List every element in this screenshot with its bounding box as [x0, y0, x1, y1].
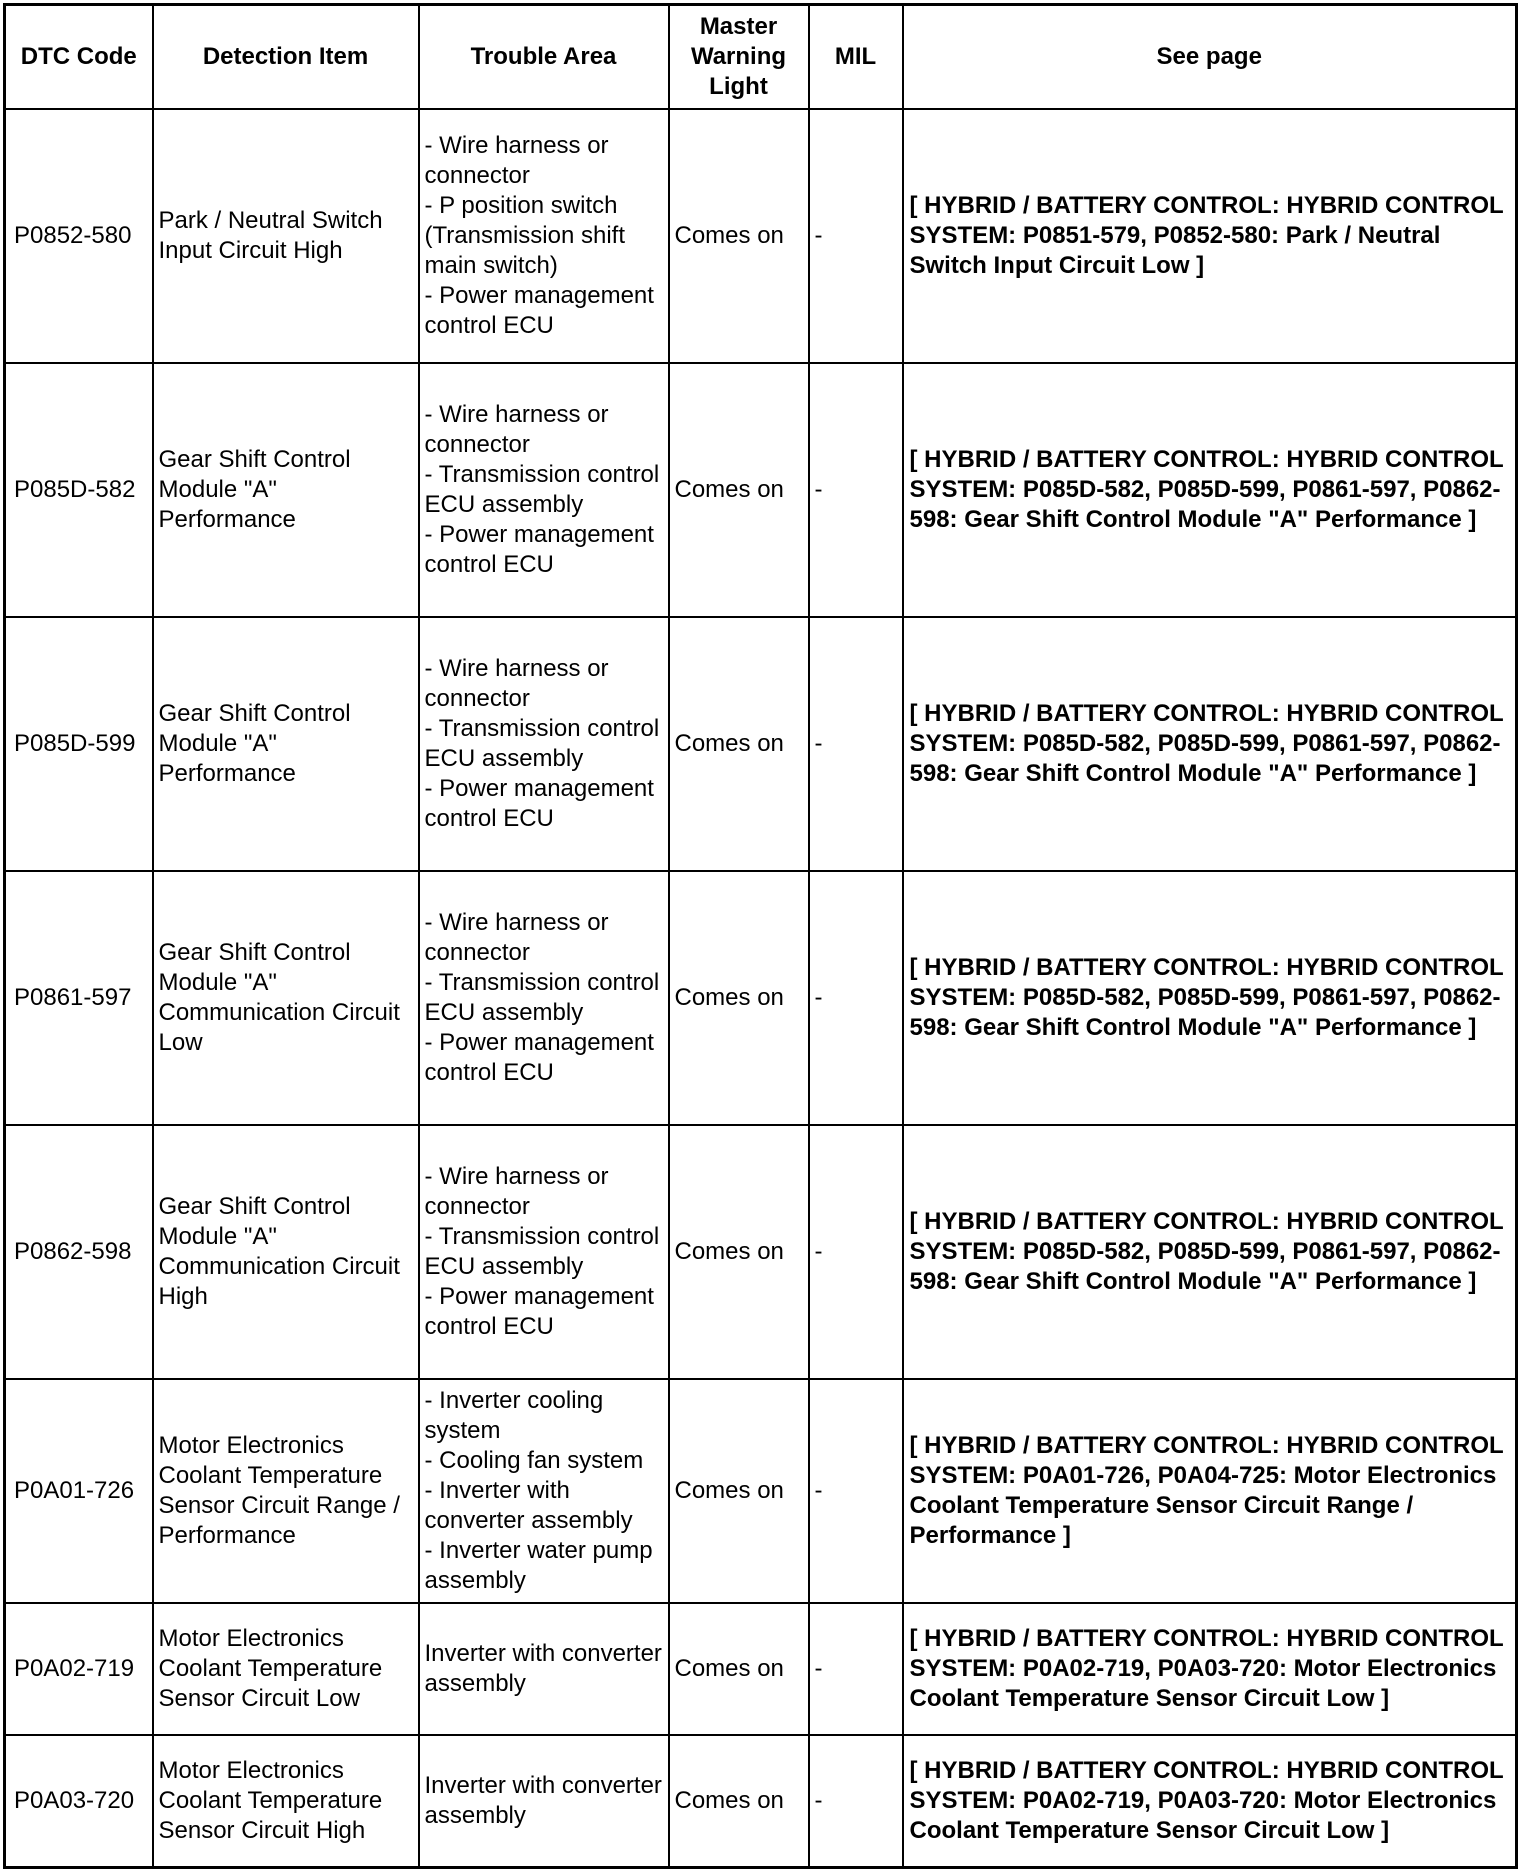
cell-dtc-code: P0852-580: [5, 109, 153, 363]
cell-master-warning-light: Comes on: [669, 871, 809, 1125]
cell-see-page: [ HYBRID / BATTERY CONTROL: HYBRID CONTROL SYSTEM: P085D-582, P085D-599, P0861-597, P0862-598: Gear Shift Control Module "A" Performance ]: [903, 871, 1517, 1125]
cell-dtc-code: P0862-598: [5, 1125, 153, 1379]
cell-dtc-code: P085D-582: [5, 363, 153, 617]
header-dtc-code: DTC Code: [5, 5, 153, 110]
cell-master-warning-light: Comes on: [669, 1735, 809, 1867]
cell-trouble-area: - Wire harness or connector - Transmission control ECU assembly - Power management control ECU: [419, 363, 669, 617]
cell-mil: -: [809, 1603, 903, 1735]
dtc-table: [3, 3, 1518, 1869]
cell-mil: -: [809, 1735, 903, 1867]
cell-see-page: [ HYBRID / BATTERY CONTROL: HYBRID CONTROL SYSTEM: P085D-582, P085D-599, P0861-597, P0862-598: Gear Shift Control Module "A" Performance ]: [903, 363, 1517, 617]
cell-trouble-area: - Inverter cooling system - Cooling fan system - Inverter with converter assembly - Inverter water pump assembly: [419, 1379, 669, 1603]
cell-mil: -: [809, 871, 903, 1125]
cell-see-page: [ HYBRID / BATTERY CONTROL: HYBRID CONTROL SYSTEM: P085D-582, P085D-599, P0861-597, P0862-598: Gear Shift Control Module "A" Performance ]: [903, 617, 1517, 871]
cell-mil: -: [809, 1379, 903, 1603]
cell-master-warning-light: Comes on: [669, 617, 809, 871]
cell-master-warning-light: Comes on: [669, 1125, 809, 1379]
cell-see-page: [ HYBRID / BATTERY CONTROL: HYBRID CONTROL SYSTEM: P0851-579, P0852-580: Park / Neutral Switch Input Circuit Low ]: [903, 109, 1517, 363]
table-row: [5, 617, 1517, 871]
header-detection-item: Detection Item: [153, 5, 419, 110]
table-row: [5, 109, 1517, 363]
dtc-table-wrapper: [3, 3, 1518, 1869]
cell-trouble-area: Inverter with converter assembly: [419, 1735, 669, 1867]
cell-detection-item: Motor Electronics Coolant Temperature Sensor Circuit Range / Performance: [153, 1379, 419, 1603]
cell-mil: -: [809, 363, 903, 617]
cell-mil: -: [809, 1125, 903, 1379]
table-row: [5, 871, 1517, 1125]
cell-trouble-area: - Wire harness or connector - Transmission control ECU assembly - Power management control ECU: [419, 871, 669, 1125]
cell-see-page: [ HYBRID / BATTERY CONTROL: HYBRID CONTROL SYSTEM: P0A02-719, P0A03-720: Motor Electronics Coolant Temperature Sensor Circuit Low ]: [903, 1603, 1517, 1735]
cell-dtc-code: P0A01-726: [5, 1379, 153, 1603]
cell-detection-item: Gear Shift Control Module "A" Communication Circuit High: [153, 1125, 419, 1379]
header-trouble-area: Trouble Area: [419, 5, 669, 110]
cell-trouble-area: - Wire harness or connector - P position switch (Transmission shift main switch) - Power management control ECU: [419, 109, 669, 363]
cell-mil: -: [809, 617, 903, 871]
cell-dtc-code: P0861-597: [5, 871, 153, 1125]
cell-detection-item: Park / Neutral Switch Input Circuit High: [153, 109, 419, 363]
cell-mil: -: [809, 109, 903, 363]
cell-detection-item: Gear Shift Control Module "A" Performance: [153, 617, 419, 871]
cell-detection-item: Motor Electronics Coolant Temperature Sensor Circuit Low: [153, 1603, 419, 1735]
cell-see-page: [ HYBRID / BATTERY CONTROL: HYBRID CONTROL SYSTEM: P085D-582, P085D-599, P0861-597, P0862-598: Gear Shift Control Module "A" Performance ]: [903, 1125, 1517, 1379]
table-row: [5, 1379, 1517, 1603]
cell-detection-item: Motor Electronics Coolant Temperature Sensor Circuit High: [153, 1735, 419, 1867]
cell-detection-item: Gear Shift Control Module "A" Communication Circuit Low: [153, 871, 419, 1125]
table-row: [5, 1735, 1517, 1867]
cell-trouble-area: - Wire harness or connector - Transmission control ECU assembly - Power management control ECU: [419, 1125, 669, 1379]
cell-trouble-area: - Wire harness or connector - Transmission control ECU assembly - Power management control ECU: [419, 617, 669, 871]
table-row: [5, 363, 1517, 617]
table-row: [5, 1603, 1517, 1735]
cell-see-page: [ HYBRID / BATTERY CONTROL: HYBRID CONTROL SYSTEM: P0A01-726, P0A04-725: Motor Electronics Coolant Temperature Sensor Circuit Range / Performance ]: [903, 1379, 1517, 1603]
header-mil: MIL: [809, 5, 903, 110]
cell-master-warning-light: Comes on: [669, 1603, 809, 1735]
header-see-page: See page: [903, 5, 1517, 110]
cell-see-page: [ HYBRID / BATTERY CONTROL: HYBRID CONTROL SYSTEM: P0A02-719, P0A03-720: Motor Electronics Coolant Temperature Sensor Circuit Low ]: [903, 1735, 1517, 1867]
cell-master-warning-light: Comes on: [669, 109, 809, 363]
header-row: [5, 5, 1517, 110]
table-row: [5, 1125, 1517, 1379]
cell-master-warning-light: Comes on: [669, 1379, 809, 1603]
cell-master-warning-light: Comes on: [669, 363, 809, 617]
cell-trouble-area: Inverter with converter assembly: [419, 1603, 669, 1735]
cell-dtc-code: P085D-599: [5, 617, 153, 871]
header-master-warning-light: Master Warning Light: [669, 5, 809, 110]
cell-dtc-code: P0A02-719: [5, 1603, 153, 1735]
cell-dtc-code: P0A03-720: [5, 1735, 153, 1867]
cell-detection-item: Gear Shift Control Module "A" Performance: [153, 363, 419, 617]
